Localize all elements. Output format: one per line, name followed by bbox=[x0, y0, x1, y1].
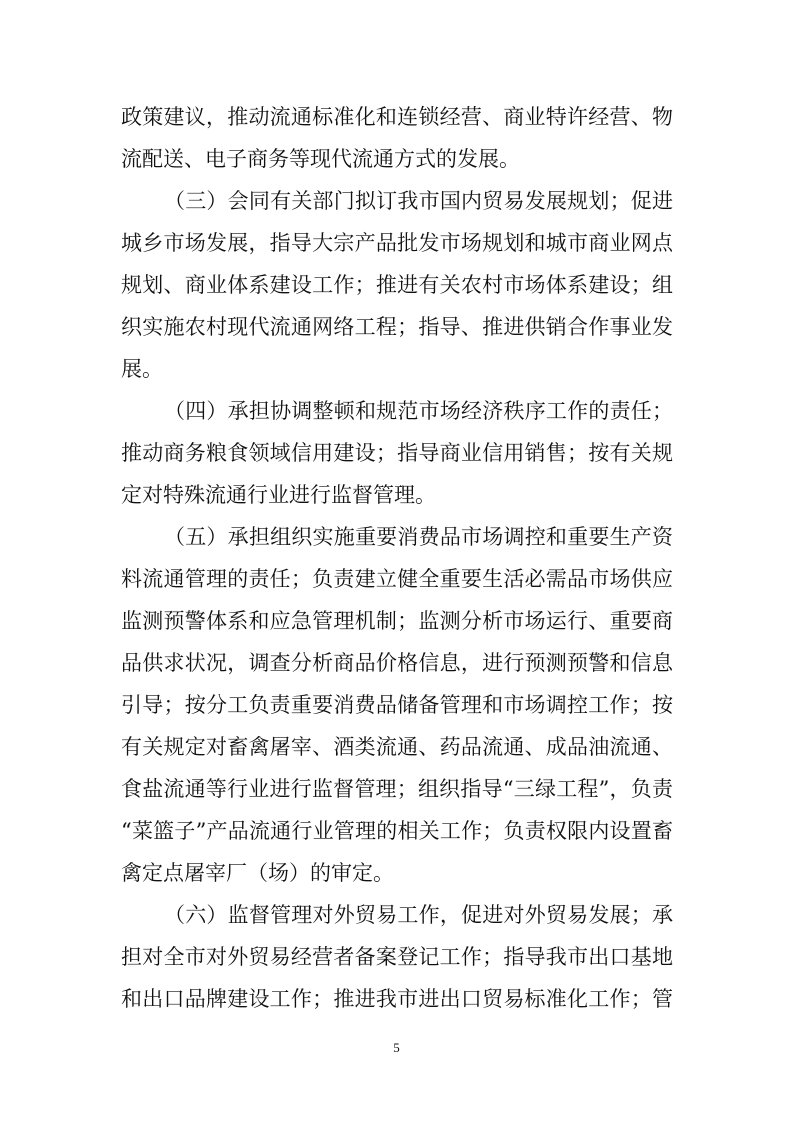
text-line: 城乡市场发展，指导大宗产品批发市场规划和城市商业网点 bbox=[121, 231, 673, 255]
text-line: 展。 bbox=[121, 357, 163, 381]
text-line: 品供求状况，调查分析商品价格信息，进行预测预警和信息 bbox=[121, 651, 673, 675]
text-line: “菜篮子”产品流通行业管理的相关工作；负责权限内设置畜 bbox=[121, 819, 673, 843]
text-line: 定对特殊流通行业进行监督管理。 bbox=[121, 483, 436, 507]
text-line: 引导；按分工负责重要消费品储备管理和市场调控工作；按 bbox=[121, 693, 673, 717]
text-line: 监测预警体系和应急管理机制；监测分析市场运行、重要商 bbox=[121, 609, 673, 633]
text-line: 食盐流通等行业进行监督管理；组织指导“三绿工程”，负责 bbox=[121, 777, 673, 801]
text-line: 担对全市对外贸易经营者备案登记工作；指导我市出口基地 bbox=[121, 945, 673, 969]
text-line: 织实施农村现代流通网络工程；指导、推进供销合作事业发 bbox=[121, 315, 673, 339]
text-line: 和出口品牌建设工作；推进我市进出口贸易标准化工作；管 bbox=[121, 987, 673, 1011]
text-line: 禽定点屠宰厂（场）的审定。 bbox=[121, 861, 394, 885]
text-line: （四）承担协调整顿和规范市场经济秩序工作的责任； bbox=[164, 399, 673, 423]
text-line: 流配送、电子商务等现代流通方式的发展。 bbox=[121, 147, 520, 171]
text-line: （三）会同有关部门拟订我市国内贸易发展规划；促进 bbox=[164, 189, 673, 213]
text-line: 有关规定对畜禽屠宰、酒类流通、药品流通、成品油流通、 bbox=[121, 735, 673, 759]
text-line: （五）承担组织实施重要消费品市场调控和重要生产资 bbox=[164, 525, 673, 549]
text-line: 推动商务粮食领域信用建设；指导商业信用销售；按有关规 bbox=[121, 441, 673, 465]
text-line: 政策建议，推动流通标准化和连锁经营、商业特许经营、物 bbox=[121, 105, 673, 129]
text-line: （六）监督管理对外贸易工作，促进对外贸易发展；承 bbox=[164, 903, 673, 927]
page-number: 5 bbox=[393, 1040, 400, 1055]
text-line: 料流通管理的责任；负责建立健全重要生活必需品市场供应 bbox=[121, 567, 673, 591]
text-line: 规划、商业体系建设工作；推进有关农村市场体系建设；组 bbox=[121, 273, 673, 297]
